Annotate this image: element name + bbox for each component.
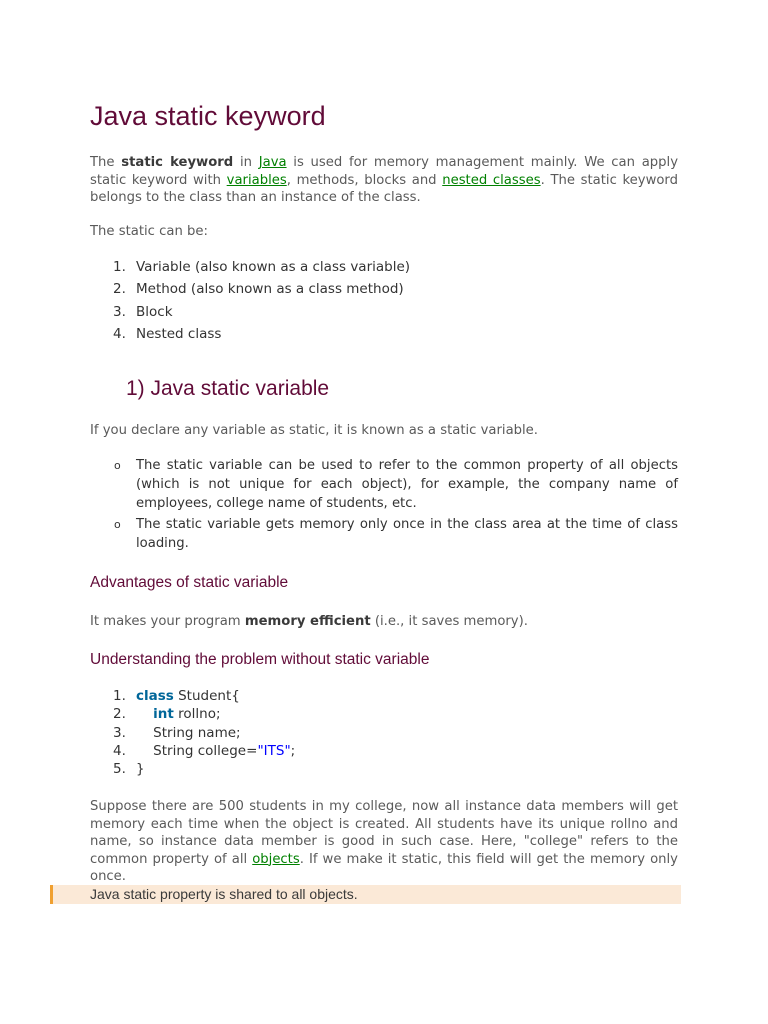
note-callout — [50, 885, 681, 904]
section-heading-static-variable: 1) Java static variable — [126, 377, 330, 400]
advantages-heading: Advantages of static variable — [90, 574, 289, 591]
note-text: Java static property is shared to all objects. — [90, 886, 358, 902]
suppose-paragraph — [90, 798, 678, 886]
list-number: 4. — [113, 325, 126, 342]
code-line — [90, 724, 295, 742]
code-text: String college= — [153, 742, 258, 759]
list-item-text: Variable (also known as a class variable) — [136, 259, 411, 275]
advantages-text-1: It makes your program — [90, 614, 245, 629]
java-link[interactable]: Java — [258, 155, 287, 170]
line-number: 1. — [113, 688, 126, 704]
static-keyword-bold: static keyword — [121, 155, 234, 170]
code-text: rollno; — [173, 706, 221, 723]
list-item — [90, 323, 410, 345]
line-number: 5. — [113, 761, 126, 778]
code-text: Student{ — [173, 688, 240, 704]
intro-text-3: is used for memory management mainly. We can apply static keyword with — [90, 155, 679, 188]
list-item — [90, 256, 410, 278]
code-keyword: class — [136, 688, 174, 704]
line-number: 4. — [113, 742, 126, 759]
suppose-text-2: . If we make it static, this field will get the memory only once. — [90, 851, 678, 884]
static-variable-bullets — [90, 456, 678, 555]
code-indent — [136, 743, 153, 759]
code-keyword: int — [153, 706, 174, 723]
list-item-text: Nested class — [136, 325, 222, 342]
code-line — [90, 742, 295, 760]
static-types-list — [90, 256, 410, 345]
list-number: 1. — [113, 259, 126, 275]
bullet-marker: o — [114, 459, 121, 472]
bullet-item — [90, 515, 678, 553]
variables-link[interactable]: variables — [226, 172, 287, 188]
list-item-text: Method (also known as a class method) — [136, 281, 404, 298]
objects-link[interactable]: objects — [252, 851, 300, 867]
code-line — [90, 705, 295, 723]
static-variable-definition: If you declare any variable as static, it is known as a static variable. — [90, 423, 538, 438]
line-number: 3. — [113, 724, 126, 741]
code-tail: ; — [290, 742, 296, 759]
list-number: 2. — [113, 281, 126, 298]
code-block — [90, 687, 295, 778]
intro-paragraph — [90, 154, 678, 207]
list-item — [90, 278, 410, 300]
code-string: "ITS" — [257, 742, 291, 759]
bullet-text: The static variable gets memory only once in the class area at the time of class loading. — [136, 517, 678, 551]
nested-classes-link[interactable]: nested classes — [442, 172, 541, 188]
bullet-item — [90, 456, 678, 513]
code-line — [90, 687, 295, 705]
list-item — [90, 301, 410, 323]
list-item-text: Block — [136, 303, 173, 320]
code-indent — [136, 725, 153, 741]
bullet-marker: o — [114, 518, 121, 531]
line-number: 2. — [113, 706, 126, 723]
suppose-text-1: Suppose there are 500 students in my college, now all instance data members will get memory each time when the object is created. All students have its unique rollno and name, so instance data member is good in such case. Here, "college" refers to the common property of all — [90, 799, 678, 867]
intro-text-1: The — [90, 155, 122, 170]
advantages-text-2: (i.e., it saves memory). — [370, 614, 528, 629]
memory-efficient-bold: memory efficient — [244, 614, 371, 629]
list-number: 3. — [113, 303, 126, 320]
advantages-paragraph — [90, 613, 678, 631]
static-can-be-text: The static can be: — [90, 224, 208, 239]
intro-text-4: , methods, blocks and — [286, 172, 443, 188]
bullet-text: The static variable can be used to refer to the common property of all objects (which is not unique for each object), for example, the company name of employees, college name of students, etc. — [136, 458, 678, 511]
page-title: Java static keyword — [90, 101, 326, 131]
intro-text-2: in — [233, 155, 259, 170]
code-text: String name; — [153, 724, 241, 741]
code-text: } — [136, 761, 145, 778]
code-indent — [136, 706, 153, 722]
code-line — [90, 760, 295, 778]
problem-heading: Understanding the problem without static variable — [90, 651, 430, 668]
intro-text-5: . The static keyword belongs to the class than an instance of the class. — [90, 172, 678, 205]
